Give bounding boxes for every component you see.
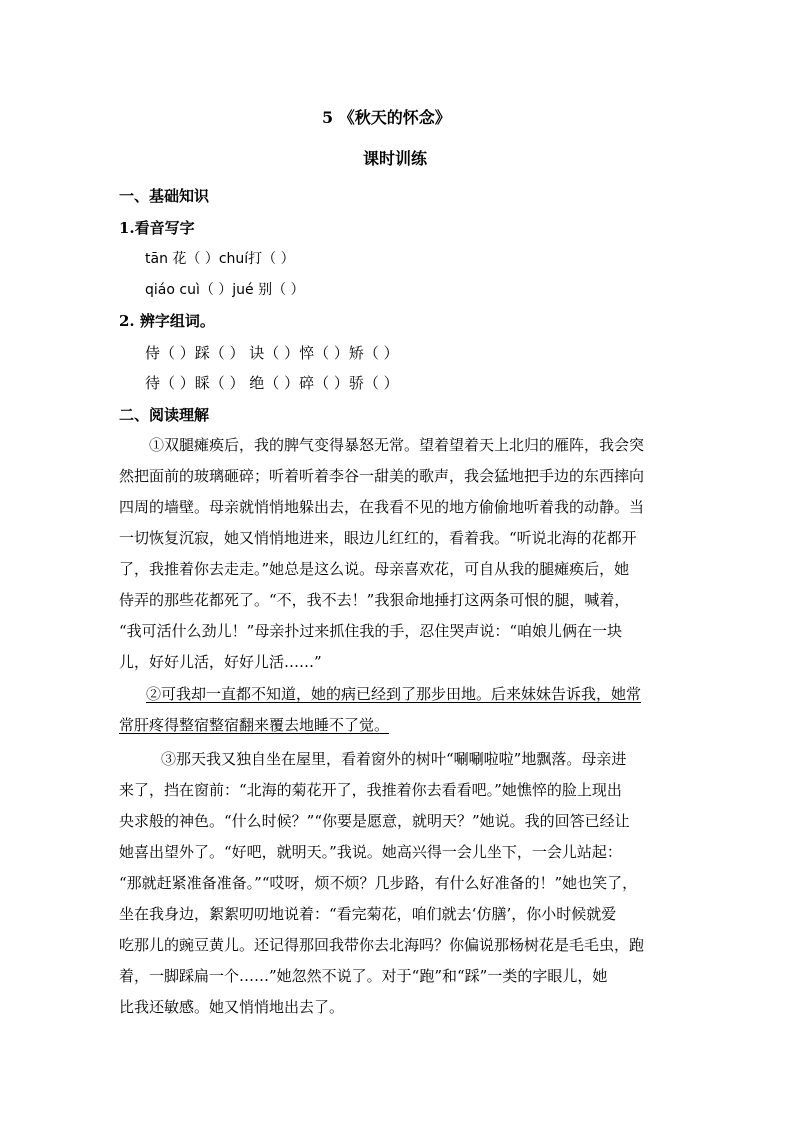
p2-line: 常肝疼得整宿整宿翻来覆去地睡不了觉。	[119, 716, 390, 734]
p1-line: ①双腿瘫痪后，我的脾气变得暴怒无常。望着望着天上北归的雁阵，我会突	[149, 436, 645, 454]
q2-heading: 2. 辨字组词。	[119, 312, 215, 330]
document-subtitle: 课时训练	[363, 149, 428, 168]
q1-row1: tān 花（ ）chuí打（ ）	[145, 251, 295, 267]
p1-line: 了，我推着你去走走。”她总是这么说。母亲喜欢花，可自从我的腿瘫痪后，她	[119, 560, 630, 578]
p3-line: “那就赶紧准备准备。”“哎呀，烦不烦？几步路，有什么好准备的！”她也笑了，	[119, 874, 638, 892]
q2-row2: 待（ ）睬（ ） 绝（ ）碎（ ）骄（ ）	[145, 374, 399, 392]
q1-heading: 1.看音写字	[119, 219, 195, 237]
p1-line: 然把面前的玻璃砸碎；听着听着李谷一甜美的歌声，我会猛地把手边的东西摔向	[119, 467, 645, 485]
q2-row1: 侍（ ）踩（ ） 诀（ ）悴（ ）矫（ ）	[145, 344, 399, 362]
section1-heading: 一、基础知识	[119, 187, 210, 205]
p3-line: ③那天我又独自坐在屋里，看着窗外的树叶“唰唰啦啦”地飘落。母亲进	[161, 750, 627, 768]
p3-line: 央求般的神色。“什么时候？”“你要是愿意，就明天？”她说。我的回答已经让	[119, 812, 630, 830]
p3-line: 来了，挡在窗前：“北海的菊花开了，我推着你去看看吧。”她憔悴的脸上现出	[119, 781, 622, 799]
p3-line: 比我还敏感。她又悄悄地出去了。	[119, 998, 345, 1016]
document-title: 5 《秋天的怀念》	[322, 108, 451, 127]
section2-heading: 二、阅读理解	[119, 406, 210, 424]
p3-line: 她喜出望外了。“好吧，就明天。”我说。她高兴得一会儿坐下，一会儿站起：	[119, 843, 622, 861]
p3-line: 坐在我身边，絮絮叨叨地说着：“看完菊花，咱们就去‘仿膳’，你小时候就爱	[119, 905, 617, 923]
p1-line: 一切恢复沉寂，她又悄悄地进来，眼边儿红红的，看着我。“听说北海的花都开	[119, 529, 637, 547]
p1-line: 儿，好好儿活，好好儿活……”	[119, 653, 322, 671]
p3-line: 着，一脚踩扁一个……”她忽然不说了。对于“跑”和“踩”一类的字眼儿，她	[119, 967, 608, 985]
p1-line: 四周的墙壁。母亲就悄悄地躲出去，在我看不见的地方偷偷地听着我的动静。当	[119, 498, 645, 516]
q1-row2: qiáo cuì（ ）jué 别（ ）	[145, 282, 305, 298]
p3-line: 吃那儿的豌豆黄儿。还记得那回我带你去北海吗？你偏说那杨树花是毛毛虫，跑	[119, 936, 645, 954]
p1-line: 侍弄的那些花都死了。“不，我不去！”我狠命地捶打这两条可恨的腿，喊着，	[119, 591, 630, 609]
p2-line: ②可我却一直都不知道，她的病已经到了那步田地。后来妹妹告诉我，她常	[146, 685, 642, 703]
p1-line: “我可活什么劲儿！”母亲扑过来抓住我的手，忍住哭声说：“咱娘儿俩在一块	[119, 622, 623, 640]
